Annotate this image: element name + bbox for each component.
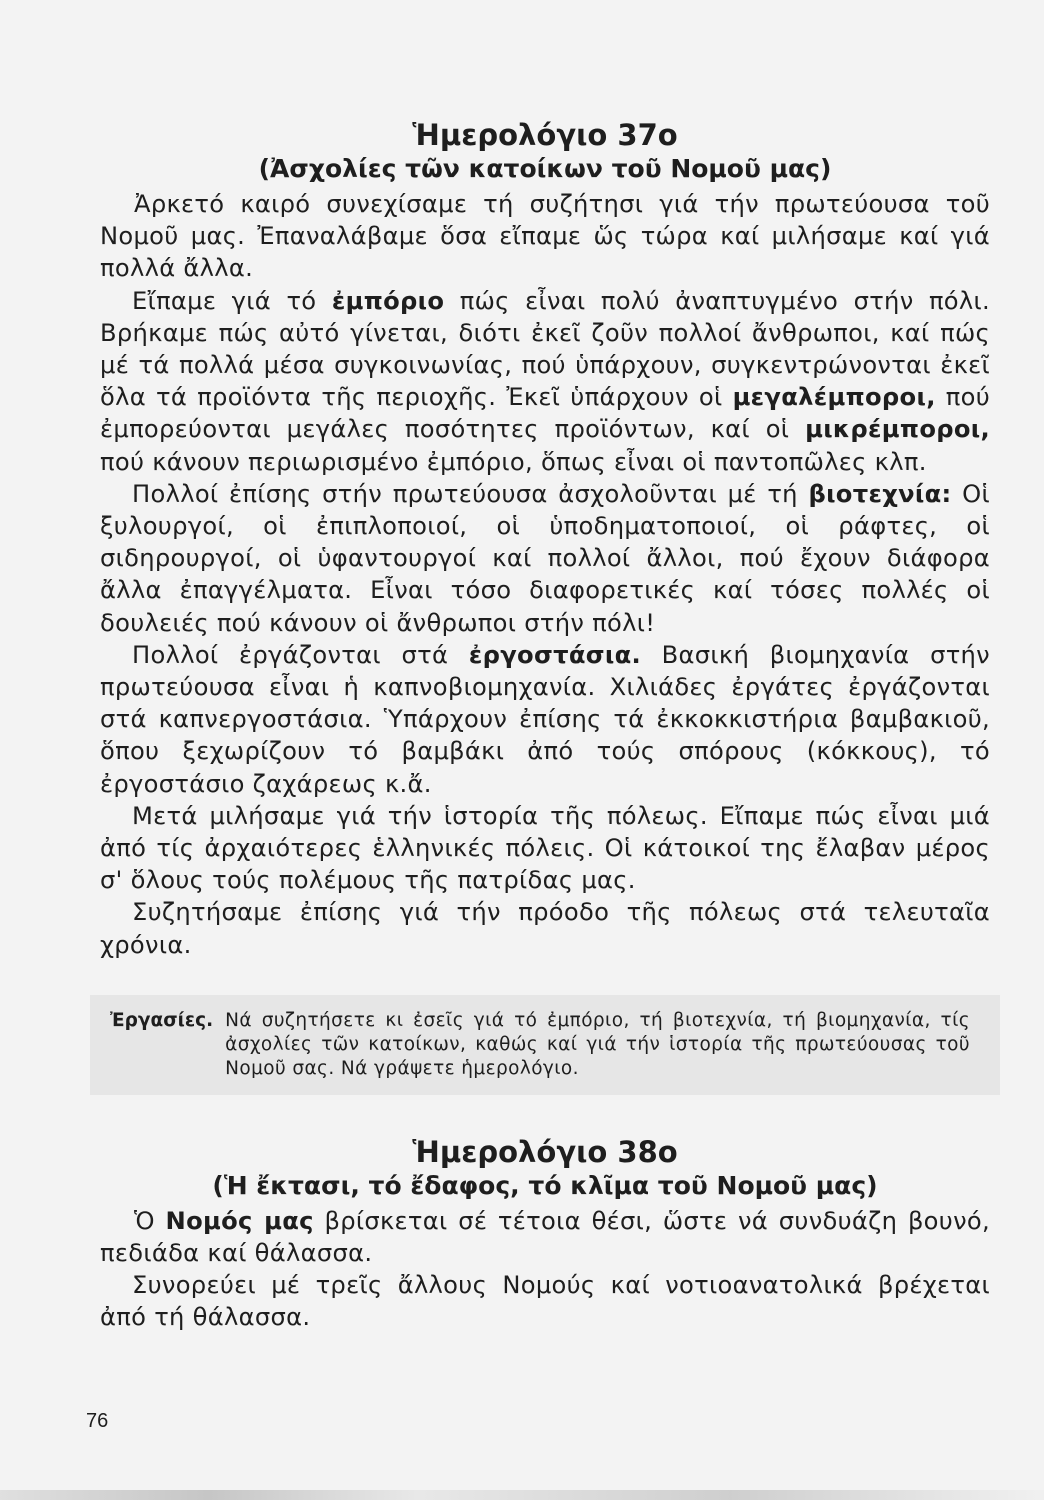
paragraph — [100, 285, 990, 478]
text-run: Πολλοί ἐπίσης στήν πρωτεύουσα ἀσχολοῦνται μέ τή — [132, 479, 809, 508]
paragraph — [100, 478, 990, 639]
text-run: Ὁ — [134, 1206, 166, 1235]
paragraph — [100, 1205, 990, 1269]
bold-term: ἐργοστάσια. — [468, 640, 642, 669]
text-run: Συνορεύει μέ τρεῖς ἄλλους Νομούς καί νοτιοανατολικά βρέχεται ἀπό τή θάλασσα. — [100, 1271, 990, 1332]
exercise-text: Νά συζητήσετε κι ἐσεῖς γιά τό ἐμπόριο, τή βιοτεχνία, τή βιομηχανία, τίς ἀσχολίες τῶν κατοίκων, καθώς καί γιά τήν ἱστορία τῆς πρωτεύουσας τοῦ Νομοῦ σας. Νά γράψετε ἡμερολόγιο. — [225, 1009, 970, 1079]
paragraph — [100, 1269, 990, 1333]
paragraph — [100, 800, 990, 897]
text-run: Εἴπαμε γιά τό — [132, 286, 332, 315]
text-run: Βασική βιομηχανία στήν πρωτεύουσα εἶναι ἡ καπνοβιομηχανία. Χιλιάδες ἐργάτες ἐργάζονται στά καπνεργοστάσια. Ὑπάρχουν ἐπίσης τά ἐκκοκκιστήρια βαμβακιοῦ, ὅπου ξεχωρίζουν τό βαμβάκι ἀπό τούς σπόρους (κόκκους), τό ἐργοστάσιο ζαχάρεως κ.ἄ. — [100, 640, 990, 798]
bold-term: Νομός μας — [165, 1206, 314, 1235]
paragraph — [100, 639, 990, 800]
section-1-subtitle: (Ἀσχολίες τῶν κατοίκων τοῦ Νομοῦ μας) — [258, 154, 832, 183]
paragraph — [100, 188, 990, 285]
exercise-box — [90, 995, 1000, 1095]
section-2-subtitle: (Ἡ ἔκτασι, τό ἔδαφος, τό κλῖμα τοῦ Νομοῦ μας) — [212, 1170, 878, 1200]
bold-term: μεγαλέμποροι, — [732, 383, 936, 412]
text-run: πού κάνουν περιωρισμένο ἐμπόριο, ὅπως εἶναι οἱ παντοπῶλες κλπ. — [100, 447, 927, 476]
text-run: Οἱ ξυλουργοί, οἱ ἐπιπλοποιοί, οἱ ὑποδηματοποιοί, οἱ ράφτες, οἱ σιδηρουργοί, οἱ ὑφαντουργοί καί πολλοί ἄλλοι, πού ἔχουν διάφορα ἄλλα ἐπαγγέλματα. Εἶναι τόσο διαφορετικές καί τόσες πολλές οἱ δουλειές πού κάνουν οἱ ἄνθρωποι στήν πόλι! — [100, 479, 990, 637]
paragraph — [100, 896, 990, 960]
section-2-body — [100, 1205, 990, 1334]
text-run: πού ἐμπορεύονται μεγάλες ποσότητες προϊόντων, καί οἱ — [100, 383, 991, 444]
text-run: Ἀρκετό καιρό συνεχίσαμε τή συζήτησι γιά τήν πρωτεύουσα τοῦ Νομοῦ μας. Ἐπαναλάβαμε ὅσα εἴπαμε ὥς τώρα καί μιλήσαμε καί γιά πολλά ἄλλα. — [100, 190, 990, 283]
section-2-title: Ἡμερολόγιο 38ο — [412, 1134, 678, 1169]
bold-term: ἐμπόριο — [331, 286, 445, 315]
bold-term: βιοτεχνία: — [808, 479, 952, 508]
bold-term: μικρέμποροι, — [805, 415, 990, 444]
section-1-body — [100, 188, 990, 961]
page-content — [100, 118, 990, 1334]
text-run: Συζητήσαμε ἐπίσης γιά τήν πρόοδο τῆς πόλεως στά τελευταῖα χρόνια. — [100, 898, 990, 959]
text-run: Πολλοί ἐργάζονται στά — [132, 640, 469, 669]
page-number: 76 — [86, 1410, 109, 1432]
text-run: βρίσκεται σέ τέτοια θέσι, ὥστε νά συνδυάζη βουνό, πεδιάδα καί θάλασσα. — [100, 1206, 990, 1268]
text-run: Μετά μιλήσαμε γιά τήν ἱστορία τῆς πόλεως. Εἴπαμε πώς εἶναι μιά ἀπό τίς ἀρχαιότερες ἑλληνικές πόλεις. Οἱ κάτοικοί της ἔλαβαν μέρος σ' ὅλους τούς πολέμους τῆς πατρίδας μας. — [100, 801, 990, 895]
exercise-label: Ἐργασίες. — [110, 1009, 214, 1031]
text-run: πώς εἶναι πολύ ἀναπτυγμένο στήν πόλι. Βρήκαμε πώς αὐτό γίνεται, διότι ἐκεῖ ζοῦν πολλοί ἄνθρωποι, καί πώς μέ τά πολλά μέσα συγκοινωνίας, πού ὑπάρχουν, συγκεντρώνονται ἐκεῖ ὅλα τά προϊόντα τῆς περιοχῆς. Ἐκεῖ ὑπάρχουν οἱ — [100, 286, 990, 412]
page-edge-shadow — [0, 1490, 1044, 1500]
section-1-title: Ἡμερολόγιο 37ο — [412, 118, 678, 152]
